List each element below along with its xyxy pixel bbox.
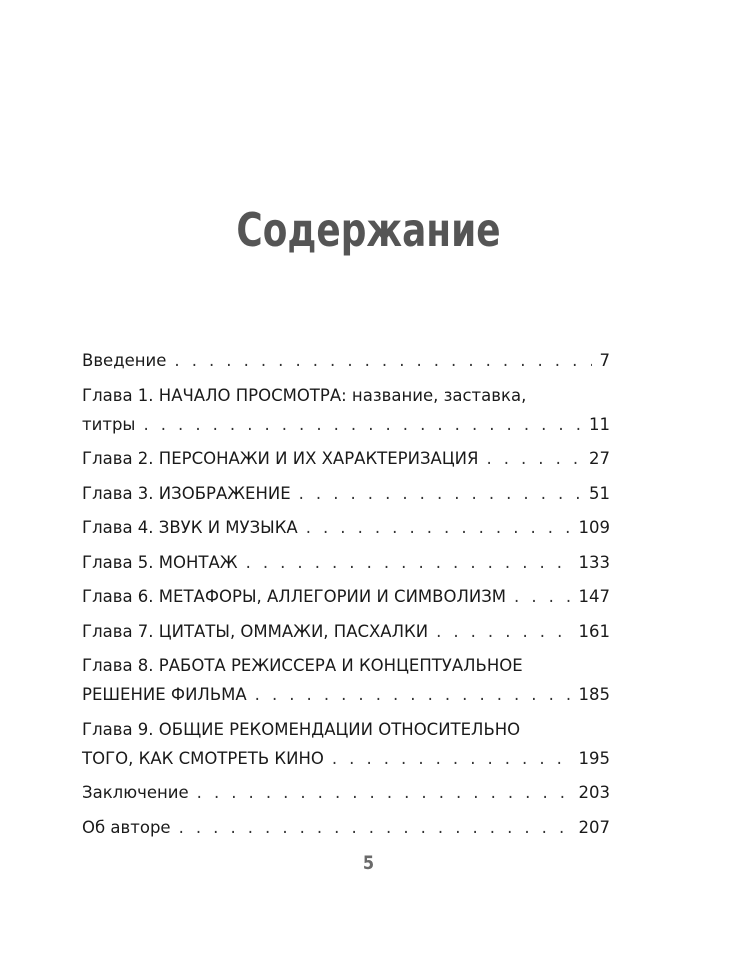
toc-entry-page: 207 [578, 817, 610, 837]
dot-leader [299, 479, 581, 508]
page-title: Содержание [236, 203, 501, 257]
toc-entry-title: Глава 5. МОНТАЖ [82, 552, 238, 572]
toc-entry-title: ТОГО, КАК СМОТРЕТЬ КИНО [82, 748, 324, 768]
toc-entry-title: Глава 2. ПЕРСОНАЖИ И ИХ ХАРАКТЕРИЗАЦИЯ [82, 449, 479, 468]
toc-entry-title-line: Глава 9. ОБЩИЕ РЕКОМЕНДАЦИИ ОТНОСИТЕЛЬНО [82, 719, 521, 739]
dot-leader [436, 617, 570, 646]
toc-entry-page: 161 [578, 621, 610, 641]
toc-entry-page: 133 [578, 552, 610, 572]
dot-leader [486, 444, 581, 473]
toc-entry [82, 651, 610, 709]
toc-entry-title: титры [82, 414, 136, 434]
toc-entry [82, 582, 610, 611]
dot-leader [179, 813, 571, 842]
toc-entry-page: 109 [578, 518, 610, 537]
toc-entry-title-line: Глава 8. РАБОТА РЕЖИССЕРА И КОНЦЕПТУАЛЬНОЕ [82, 656, 523, 675]
dot-leader [255, 680, 571, 709]
toc-entry-title: Об авторе [82, 817, 171, 837]
toc-entry [82, 346, 610, 375]
dot-leader [332, 744, 571, 773]
toc-entry [82, 381, 610, 439]
toc-entry [82, 479, 610, 508]
dot-leader [143, 410, 581, 439]
toc-entry-title: Введение [82, 351, 167, 370]
toc-entry [82, 813, 610, 842]
toc-entry-page: 203 [578, 783, 610, 802]
toc-entry-page: 51 [589, 483, 610, 503]
toc-entry-page: 147 [578, 587, 610, 606]
toc-entry [82, 513, 610, 542]
dot-leader [197, 778, 571, 807]
toc-entry [82, 617, 610, 646]
toc-entry-title: РЕШЕНИЕ ФИЛЬМА [82, 685, 247, 704]
toc-entry-page: 195 [578, 748, 610, 768]
toc-entry-title: Заключение [82, 783, 189, 802]
toc-entry [82, 778, 610, 807]
table-of-contents [82, 346, 610, 847]
toc-entry-title: Глава 7. ЦИТАТЫ, ОММАЖИ, ПАСХАЛКИ [82, 621, 429, 641]
dot-leader [174, 346, 591, 375]
toc-entry-page: 11 [589, 414, 610, 434]
toc-entry-title: Глава 4. ЗВУК И МУЗЫКА [82, 518, 298, 537]
toc-entry-title: Глава 6. МЕТАФОРЫ, АЛЛЕГОРИИ И СИМВОЛИЗМ [82, 587, 507, 606]
toc-entry-title: Глава 3. ИЗОБРАЖЕНИЕ [82, 483, 291, 503]
toc-entry-title-line: Глава 1. НАЧАЛО ПРОСМОТРА: название, заставка, [82, 385, 527, 405]
dot-leader [306, 513, 571, 542]
dot-leader [514, 582, 570, 611]
toc-entry-page: 185 [578, 685, 610, 704]
page-number: 5 [362, 852, 375, 874]
dot-leader [246, 548, 571, 577]
toc-entry [82, 715, 610, 773]
toc-entry-page: 27 [589, 449, 610, 468]
toc-entry-page: 7 [599, 351, 610, 370]
toc-entry [82, 444, 610, 473]
toc-entry [82, 548, 610, 577]
